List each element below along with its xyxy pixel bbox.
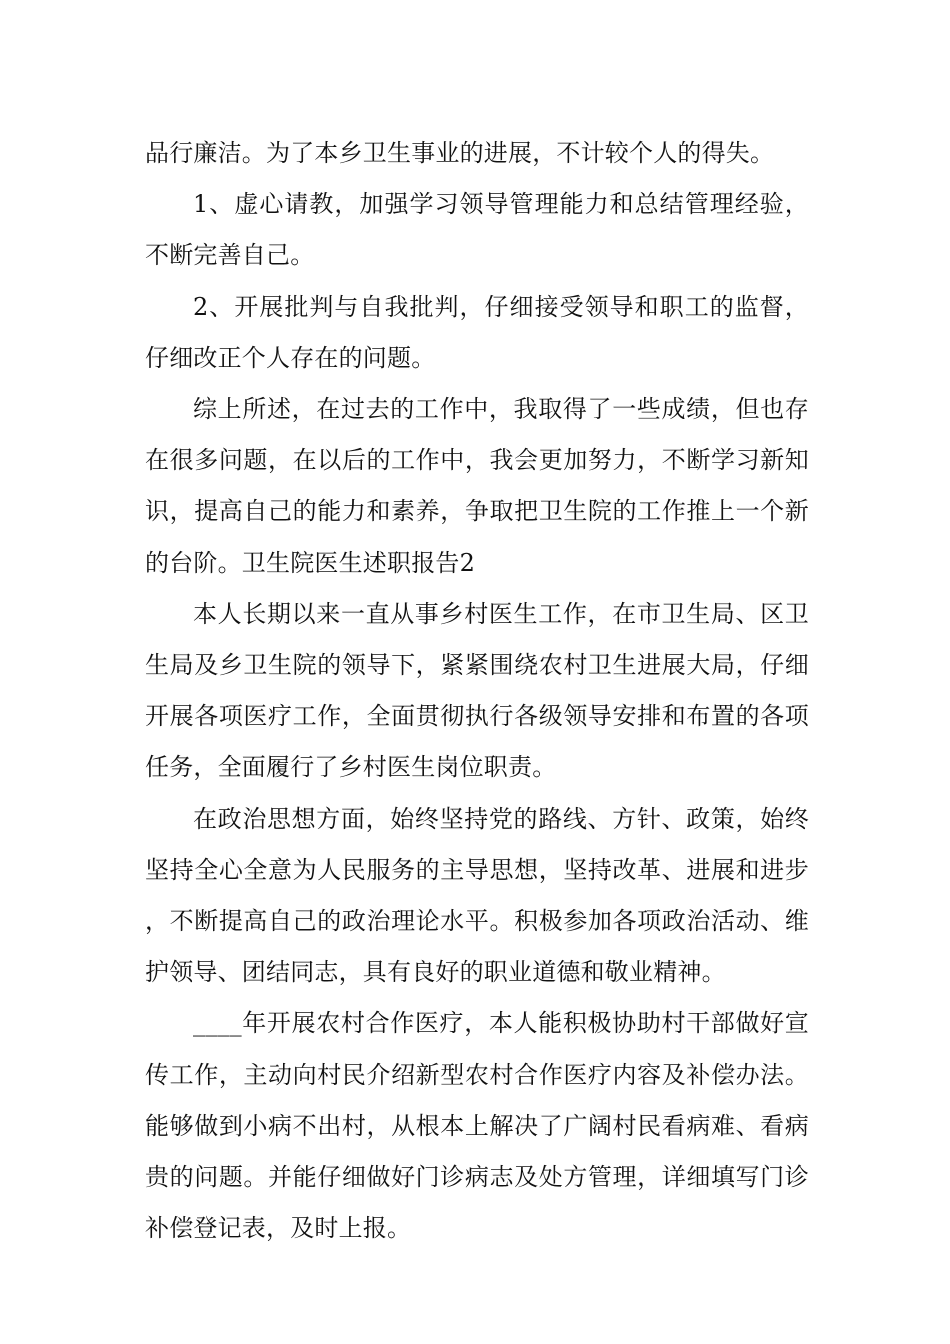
paragraph: 本人长期以来一直从事乡村医生工作，在市卫生局、区卫生局及乡卫生院的领导下，紧紧围绕农村卫生进展大局，仔细开展各项医疗工作，全面贯彻执行各级领导安排和布置的各项任务，全面履行了乡村医生岗位职责。 [145, 599, 809, 782]
paragraph: 1、虚心请教，加强学习领导管理能力和总结管理经验，不断完善自己。 [145, 190, 809, 270]
paragraph: 2、开展批判与自我批判，仔细接受领导和职工的监督，仔细改正个人存在的问题。 [145, 292, 809, 372]
paragraph: 品行廉洁。为了本乡卫生事业的进展，不计较个人的得失。 [145, 139, 775, 167]
paragraph: ____年开展农村合作医疗，本人能积极协助村干部做好宣传工作，主动向村民介绍新型农村合作医疗内容及补偿办法。能够做到小病不出村，从根本上解决了广阔村民看病难、看病贵的问题。并能仔细做好门诊病志及处方管理，详细填写门诊补偿登记表，及时上报。 [145, 1009, 809, 1243]
document-body [145, 128, 809, 1254]
paragraph: 在政治思想方面，始终坚持党的路线、方针、政策，始终坚持全心全意为人民服务的主导思想，坚持改革、进展和进步，不断提高自己的政治理论水平。积极参加各项政治活动、维护领导、团结同志，具有良好的职业道德和敬业精神。 [145, 804, 809, 987]
paragraph: 综上所述，在过去的工作中，我取得了一些成绩，但也存在很多问题，在以后的工作中，我会更加努力，不断学习新知识，提高自己的能力和素养，争取把卫生院的工作推上一个新的台阶。卫生院医生述职报告2 [145, 395, 809, 577]
